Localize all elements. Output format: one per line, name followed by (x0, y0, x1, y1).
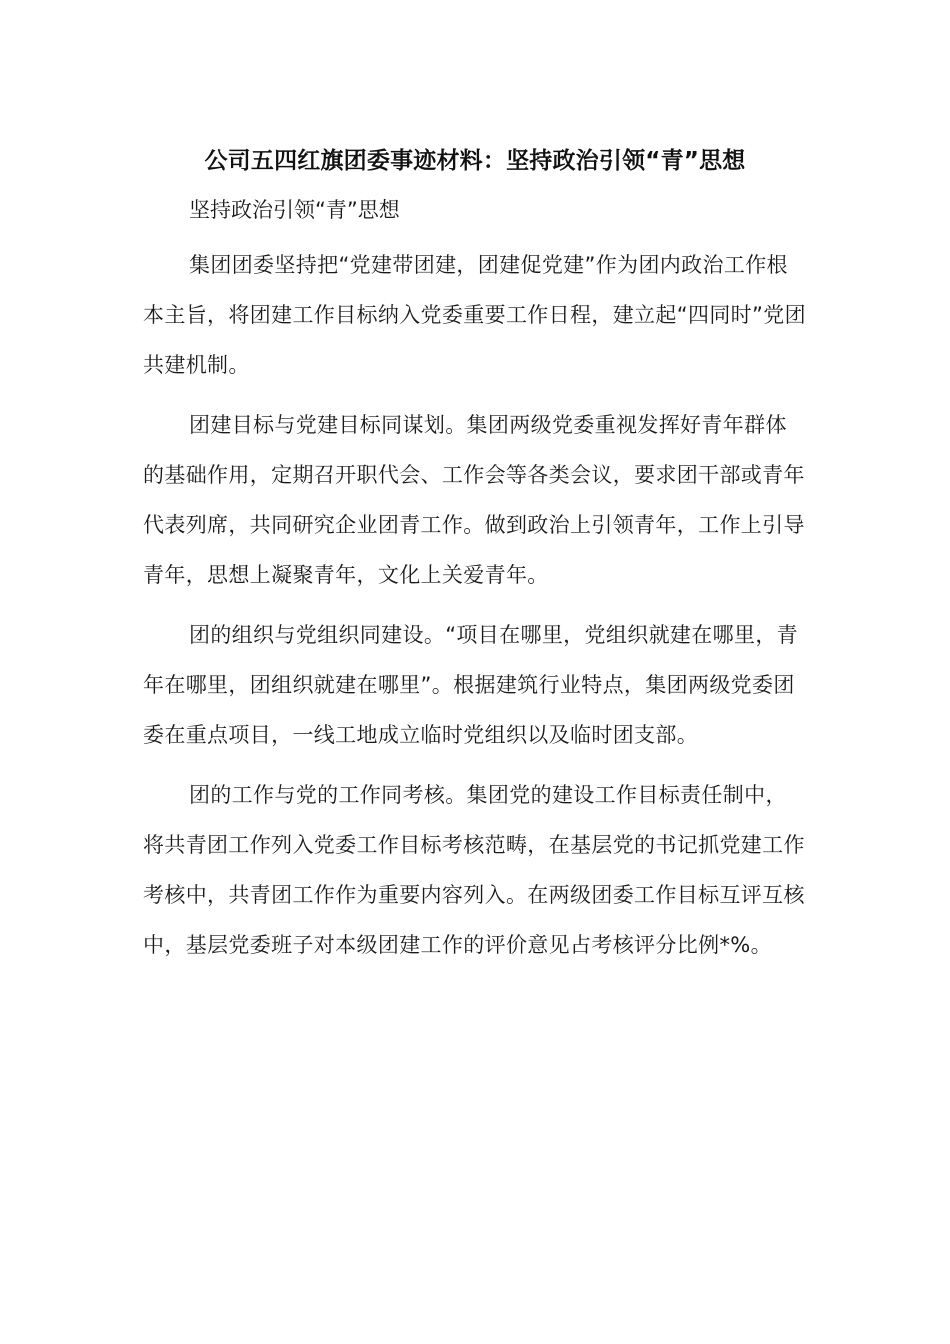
paragraph-assessment: 团的工作与党的工作同考核。集团党的建设工作目标责任制中，将共青团工作列入党委工作目标考核范畴，在基层党的书记抓党建工作考核中，共青团工作作为重要内容列入。在两级团委工作目标互评互核中，基层党委班子对本级团建工作的评价意见占考核评分比例*%。 (143, 783, 805, 957)
document-title: 公司五四红旗团委事迹材料：坚持政治引领“青”思想 (204, 148, 746, 174)
document-body (143, 190, 807, 970)
paragraph-planning: 团建目标与党建目标同谋划。集团两级党委重视发挥好青年群体的基础作用，定期召开职代会、工作会等各类会议，要求团干部或青年代表列席，共同研究企业团青工作。做到政治上引领青年，工作上引导青年，思想上凝聚青年，文化上关爱青年。 (143, 413, 805, 587)
paragraph-intro: 集团团委坚持把“党建带团建，团建促党建”作为团内政治工作根本主旨，将团建工作目标纳入党委重要工作日程，建立起“四同时”党团共建机制。 (143, 253, 806, 377)
section-heading: 坚持政治引领“青”思想 (189, 198, 400, 222)
paragraph-organization: 团的组织与党组织同建设。“项目在哪里，党组织就建在哪里，青年在哪里，团组织就建在哪里”。根据建筑行业特点，集团两级党委团委在重点项目，一线工地成立临时党组织以及临时团支部。 (143, 623, 799, 747)
